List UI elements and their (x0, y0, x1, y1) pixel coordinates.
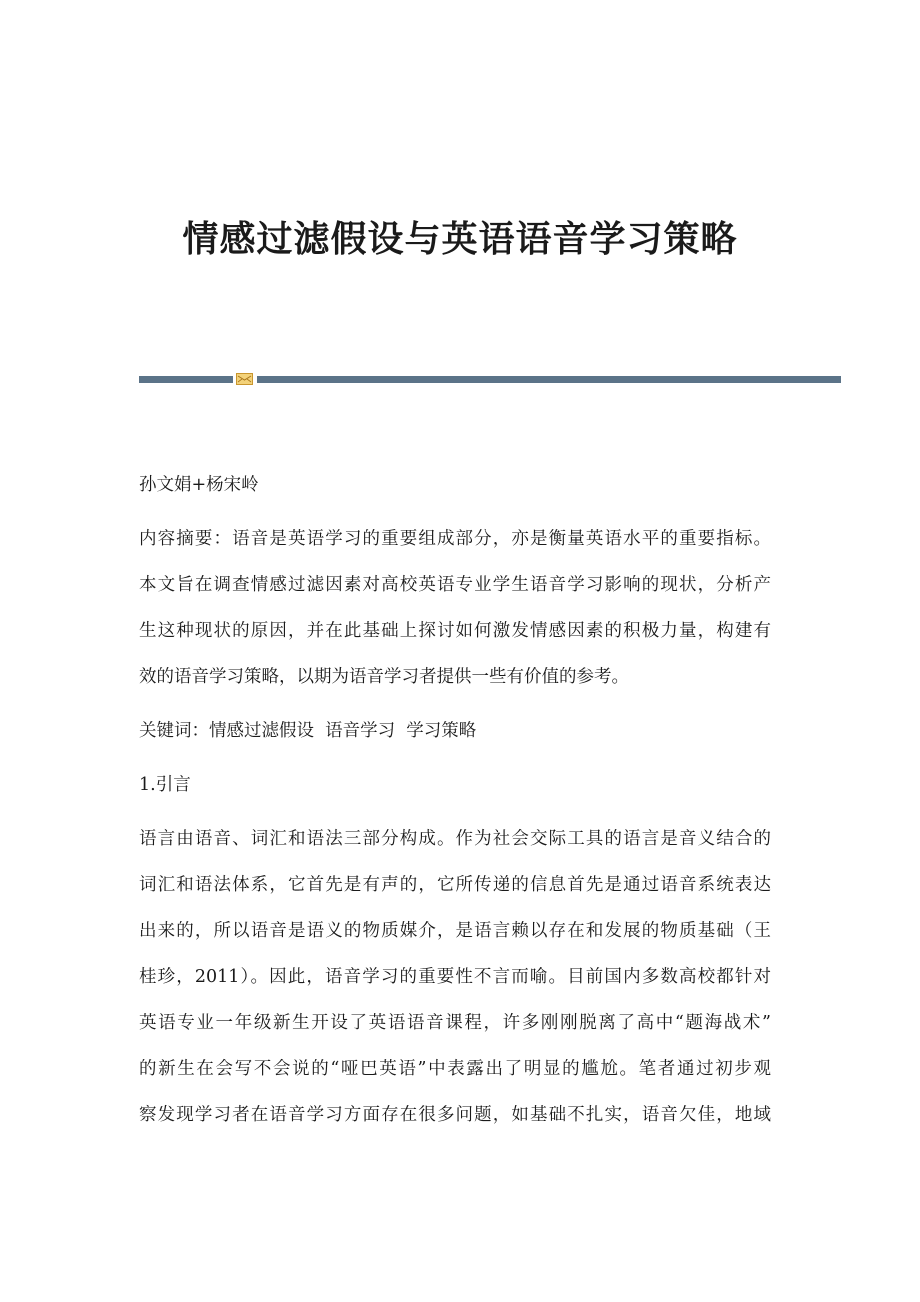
divider-bar-right (257, 376, 841, 383)
ornament-icon (236, 373, 253, 385)
abstract (139, 516, 771, 700)
title-divider (139, 373, 841, 385)
page-title: 情感过滤假设与英语语音学习策略 (182, 219, 738, 260)
body-line: 桂珍，2011）。因此，语音学习的重要性不言而喻。目前国内多数高校都针对 (139, 967, 771, 987)
body-line: 察发现学习者在语音学习方面存在很多问题，如基础不扎实，语音欠佳，地域 (139, 1105, 771, 1125)
keywords-line: 关键词：情感过滤假设 语音学习 学习策略 (139, 721, 477, 741)
body-line: 出来的，所以语音是语义的物质媒介，是语言赖以存在和发展的物质基础（王 (139, 921, 771, 941)
body-paragraph (139, 816, 771, 1138)
abstract-line: 内容摘要：语音是英语学习的重要组成部分，亦是衡量英语水平的重要指标。 (139, 529, 771, 549)
body-line: 语言由语音、词汇和语法三部分构成。作为社会交际工具的语言是音义结合的 (139, 829, 771, 849)
body-line: 英语专业一年级新生开设了英语语音课程，许多刚刚脱离了高中“题海战术” (139, 1013, 771, 1033)
document-body (139, 462, 771, 1138)
author-line: 孙文娟+杨宋岭 (139, 475, 259, 495)
abstract-line: 本文旨在调查情感过滤因素对高校英语专业学生语音学习影响的现状，分析产 (139, 575, 771, 595)
abstract-line: 生这种现状的原因，并在此基础上探讨如何激发情感因素的积极力量，构建有 (139, 621, 771, 641)
divider-bar-left (139, 376, 233, 383)
body-line: 词汇和语法体系，它首先是有声的，它所传递的信息首先是通过语音系统表达 (139, 875, 771, 895)
section-heading: 1.引言 (139, 775, 191, 795)
abstract-line: 效的语音学习策略，以期为语音学习者提供一些有价值的参考。 (139, 667, 629, 687)
body-line: 的新生在会写不会说的“哑巴英语”中表露出了明显的尴尬。笔者通过初步观 (139, 1059, 771, 1079)
